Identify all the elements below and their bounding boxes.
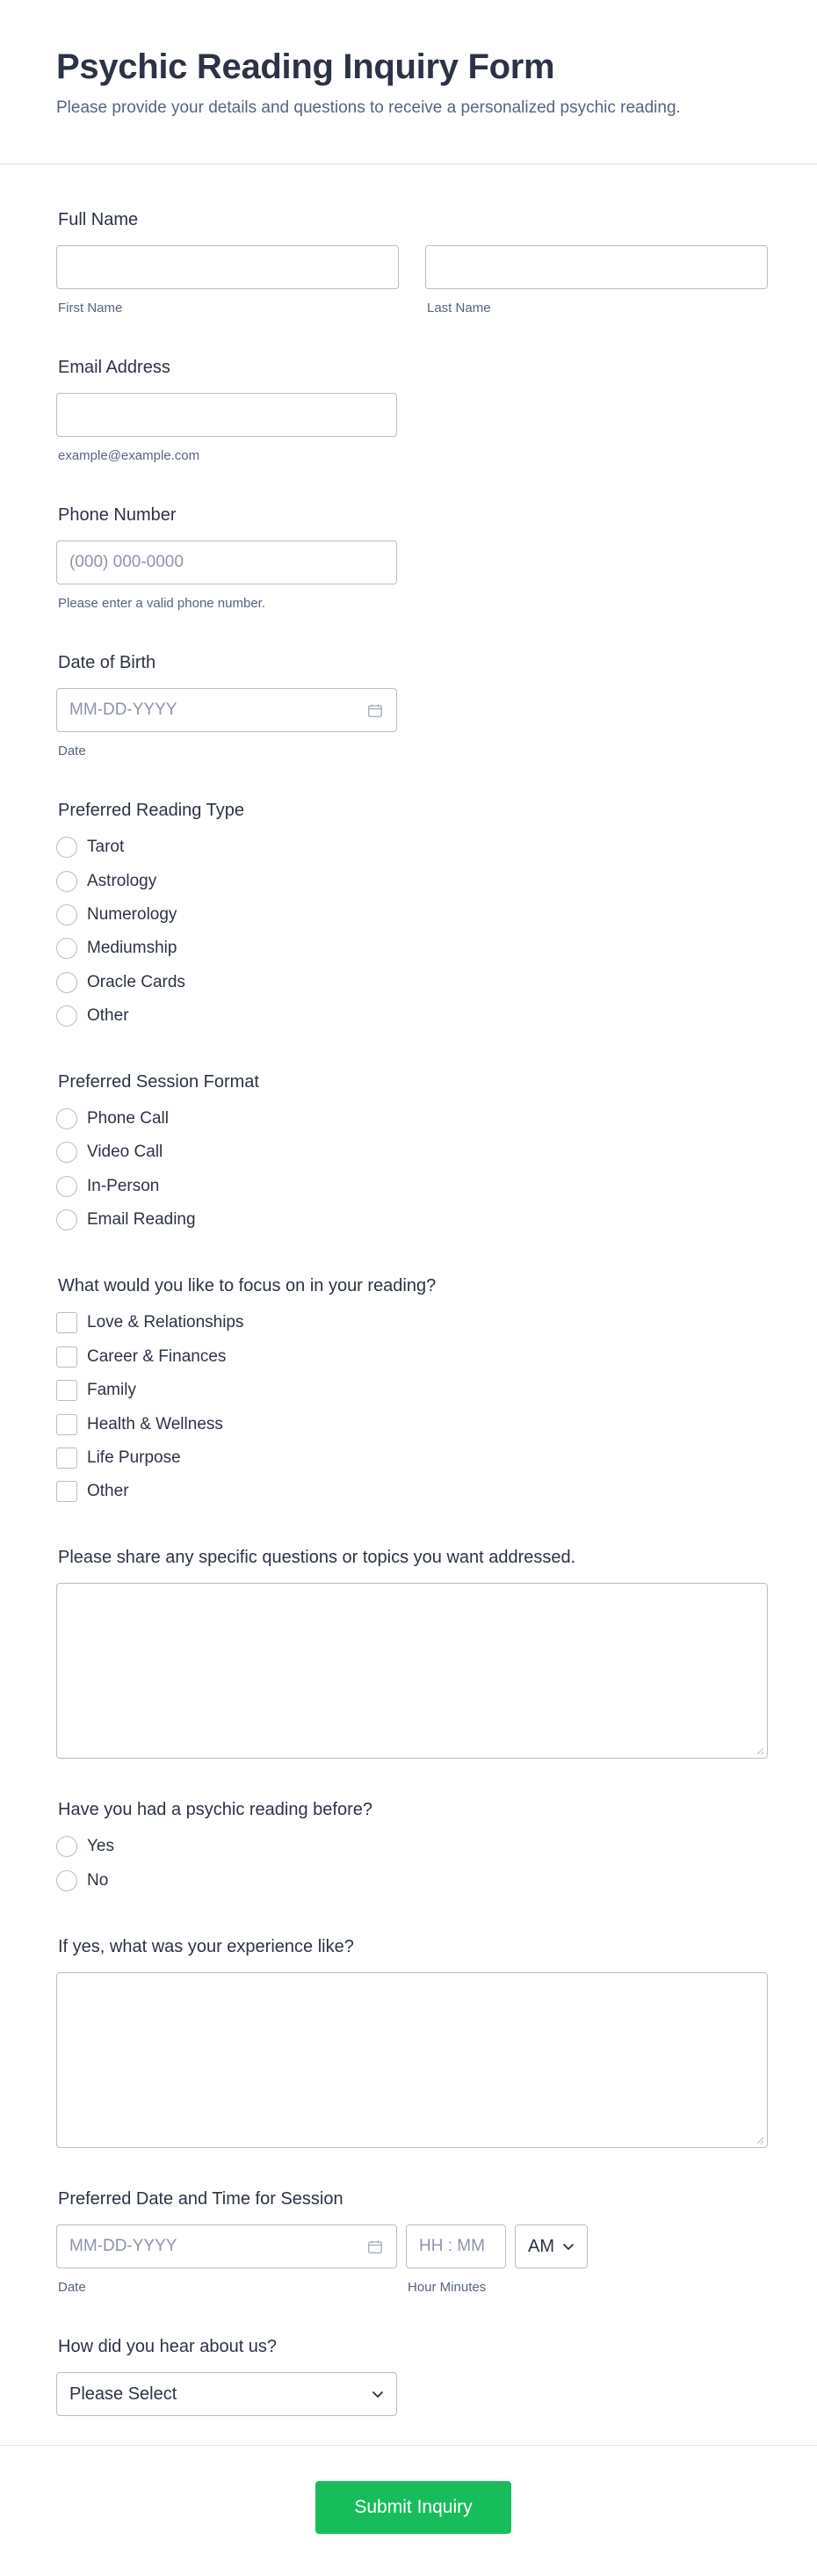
checkbox[interactable] — [56, 1312, 77, 1333]
option-label: Life Purpose — [87, 1448, 181, 1467]
last-name-sublabel: Last Name — [427, 301, 491, 316]
session-date-placeholder: MM-DD-YYYY — [69, 2237, 177, 2255]
first-name-input[interactable] — [56, 245, 399, 289]
option-label: Numerology — [87, 905, 177, 924]
session-time-input[interactable]: HH : MM — [406, 2224, 506, 2268]
checkbox[interactable] — [56, 1380, 77, 1401]
focus-option-family[interactable] — [56, 1379, 136, 1402]
session-datetime-label: Preferred Date and Time for Session — [58, 2189, 343, 2209]
focus-option-other[interactable] — [56, 1480, 129, 1503]
session-format-option-in-person[interactable] — [56, 1175, 159, 1198]
focus-option-life-purpose[interactable] — [56, 1447, 181, 1469]
dob-sublabel: Date — [58, 744, 86, 758]
form-title: Psychic Reading Inquiry Form — [56, 47, 555, 86]
option-label: Love & Relationships — [87, 1313, 244, 1332]
email-sublabel: example@example.com — [58, 448, 200, 463]
form-footer — [0, 2445, 817, 2576]
focus-option-love[interactable] — [56, 1311, 244, 1334]
dob-label: Date of Birth — [58, 653, 156, 672]
email-label: Email Address — [58, 358, 170, 377]
form-subtitle: Please provide your details and questions to receive a personalized psychic reading. — [56, 98, 681, 117]
option-label: Astrology — [87, 872, 157, 890]
checkbox[interactable] — [56, 1414, 77, 1435]
option-label: In-Person — [87, 1177, 160, 1195]
referral-selected: Please Select — [69, 2384, 177, 2404]
option-label: Yes — [87, 1837, 114, 1855]
radio-button[interactable] — [56, 938, 77, 959]
reading-type-option-other[interactable] — [56, 1005, 129, 1027]
option-label: Health & Wellness — [87, 1415, 223, 1433]
ampm-value: AM — [528, 2236, 554, 2256]
option-label: Phone Call — [87, 1109, 169, 1128]
option-label: Other — [87, 1482, 129, 1500]
phone-sublabel: Please enter a valid phone number. — [58, 596, 265, 611]
had-reading-option-no[interactable] — [56, 1869, 108, 1892]
radio-button[interactable] — [56, 1108, 77, 1129]
option-label: Family — [87, 1381, 136, 1399]
dob-placeholder: MM-DD-YYYY — [69, 700, 177, 719]
checkbox[interactable] — [56, 1448, 77, 1469]
option-label: Mediumship — [87, 939, 177, 957]
last-name-input[interactable] — [425, 245, 768, 289]
submit-button[interactable]: Submit Inquiry — [315, 2481, 511, 2534]
form-header — [0, 0, 817, 164]
session-time-sublabel: Hour Minutes — [408, 2280, 487, 2295]
phone-label: Phone Number — [58, 505, 177, 525]
phone-input[interactable]: (000) 000-0000 — [56, 541, 397, 584]
radio-button[interactable] — [56, 871, 77, 892]
radio-button[interactable] — [56, 1836, 77, 1857]
radio-button[interactable] — [56, 1005, 77, 1027]
email-input[interactable] — [56, 393, 397, 437]
radio-button[interactable] — [56, 837, 77, 858]
full-name-label: Full Name — [58, 210, 139, 229]
radio-button[interactable] — [56, 1176, 77, 1197]
questions-label: Please share any specific questions or topics you want addressed. — [58, 1548, 576, 1567]
option-label: Oracle Cards — [87, 973, 185, 991]
ampm-select[interactable] — [515, 2224, 588, 2268]
option-label: Video Call — [87, 1143, 163, 1161]
calendar-icon[interactable] — [368, 704, 382, 717]
radio-button[interactable] — [56, 972, 77, 993]
experience-textarea[interactable] — [56, 1972, 768, 2148]
reading-type-option-mediumship[interactable] — [56, 937, 177, 960]
option-label: Email Reading — [87, 1210, 196, 1229]
reading-type-option-tarot[interactable] — [56, 836, 124, 859]
session-format-option-video-call[interactable] — [56, 1141, 163, 1164]
reading-type-option-oracle-cards[interactable] — [56, 971, 185, 994]
focus-option-career[interactable] — [56, 1346, 226, 1368]
had-reading-option-yes[interactable] — [56, 1835, 114, 1858]
dob-input[interactable] — [56, 688, 397, 732]
resize-handle-icon[interactable] — [756, 2136, 764, 2144]
option-label: Other — [87, 1006, 129, 1025]
referral-label: How did you hear about us? — [58, 2337, 278, 2356]
option-label: No — [87, 1871, 109, 1890]
reading-type-label: Preferred Reading Type — [58, 801, 244, 820]
reading-type-option-numerology[interactable] — [56, 903, 177, 926]
first-name-sublabel: First Name — [58, 301, 123, 316]
questions-textarea[interactable] — [56, 1583, 768, 1759]
referral-select[interactable] — [56, 2372, 397, 2416]
chevron-down-icon — [562, 2243, 575, 2251]
radio-button[interactable] — [56, 1209, 77, 1230]
option-label: Career & Finances — [87, 1347, 227, 1366]
had-reading-label: Have you had a psychic reading before? — [58, 1800, 373, 1819]
session-format-option-email-reading[interactable] — [56, 1208, 196, 1231]
session-date-sublabel: Date — [58, 2280, 86, 2295]
session-format-label: Preferred Session Format — [58, 1072, 259, 1092]
option-label: Tarot — [87, 838, 125, 856]
chevron-down-icon — [372, 2391, 384, 2398]
radio-button[interactable] — [56, 1870, 77, 1891]
radio-button[interactable] — [56, 904, 77, 925]
checkbox[interactable] — [56, 1481, 77, 1502]
reading-type-option-astrology[interactable] — [56, 870, 156, 893]
session-date-input[interactable] — [56, 2224, 397, 2268]
checkbox[interactable] — [56, 1346, 77, 1368]
calendar-icon[interactable] — [368, 2240, 382, 2253]
experience-label: If yes, what was your experience like? — [58, 1937, 354, 1956]
radio-button[interactable] — [56, 1142, 77, 1163]
focus-option-health[interactable] — [56, 1413, 223, 1436]
session-format-option-phone-call[interactable] — [56, 1107, 169, 1130]
focus-label: What would you like to focus on in your reading? — [58, 1276, 437, 1295]
resize-handle-icon[interactable] — [756, 1746, 764, 1755]
